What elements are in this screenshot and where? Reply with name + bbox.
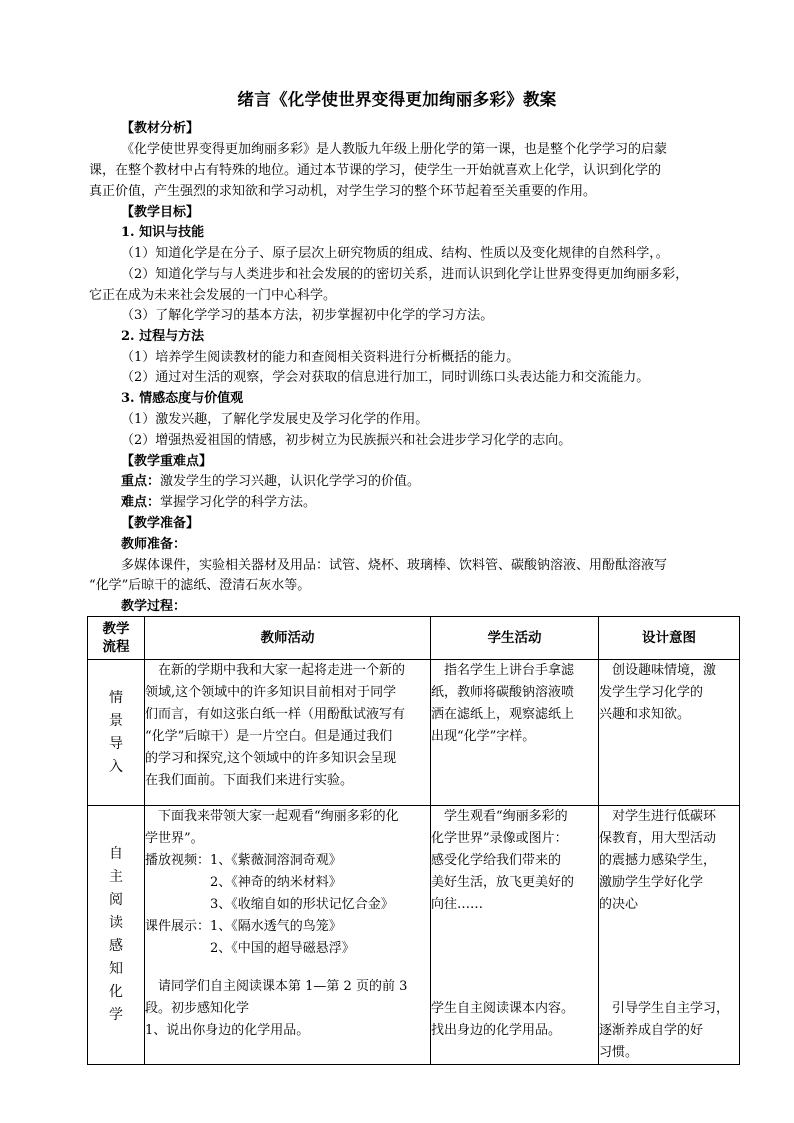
cell-line: 发学生学习化学的 (599, 685, 704, 700)
cell-line: 兴趣和求知欲。 (599, 707, 691, 722)
cell-line: 在我们面前。下面我们来进行实验。 (145, 773, 354, 788)
analysis-line: 课，在整个教材中占有特殊的地位。通过本节课的学习，使学生一开始就喜欢上化学，认识到化学的 (89, 163, 662, 178)
cell-line: 课件展示：1、《隔水透气的鸟笼》 (145, 919, 342, 934)
teacher-activity-cell (145, 660, 431, 806)
goal-attitude-title: 3. 情感态度与价值观 (121, 391, 244, 406)
cell-line: 的决心 (599, 897, 639, 912)
difficult-point-text: 掌握学习化学的科学方法。 (160, 495, 317, 510)
stage-char: 自 (109, 846, 123, 862)
stage-cell (88, 806, 145, 1065)
goal-item: （3）了解化学学习的基本方法，初步掌握初中化学的学习方法。 (121, 308, 494, 323)
goal-item: （2）通过对生活的观察，学会对获取的信息进行加工，同时训练口头表达能力和交流能力。 (121, 370, 650, 385)
cell-line: 感受化学给我们带来的 (431, 853, 562, 868)
goal-process-title: 2. 过程与方法 (121, 329, 205, 344)
cell-line: “化学”后晾干）是一片空白。但是通过我们 (145, 729, 393, 744)
teaching-process-label: 教学过程： (121, 599, 187, 614)
header-design-intent: 设计意图 (599, 617, 740, 660)
goal-item: （1）培养学生阅读教材的能力和查阅相关资料进行分析概括的能力。 (121, 350, 520, 365)
cell-line: 向往…… (431, 897, 484, 912)
cell-line: 段。初步感知化学 (145, 1001, 250, 1016)
table-header-row (88, 617, 740, 660)
page-title: 绪言《化学使世界变得更加绚丽多彩》教案 (237, 90, 557, 109)
cell-line: 2、《神奇的纳米材料》 (145, 875, 342, 890)
teaching-process-table (87, 616, 740, 1065)
stage-char: 阅 (109, 892, 123, 908)
key-point-label: 重点： (121, 474, 161, 489)
cell-line: 的学习和探究,这个领域中的许多知识会呈现 (145, 751, 397, 766)
difficult-point-label: 难点： (121, 495, 161, 510)
preparation-line: 多媒体课件，实验相关器材及用品：试管、烧杯、玻璃棒、饮料管、碳酸钠溶液、用酚酞溶液写 (121, 558, 668, 573)
header-teacher-activity: 教师活动 (145, 617, 431, 660)
student-activity-cell (431, 806, 599, 1065)
header-flow (88, 617, 145, 660)
key-point-line (121, 472, 420, 492)
cell-line: 学生观看“绚丽多彩的 (431, 809, 568, 824)
heading-textbook-analysis: 【教材分析】 (121, 121, 200, 136)
cell-line: 2、《中国的超导磁悬浮》 (145, 941, 355, 956)
goal-item: （2）知道化学与与人类进步和社会发展的的密切关系，进而认识到化学让世界变得更加绚丽多彩， (121, 267, 689, 282)
analysis-line: 《化学使世界变得更加绚丽多彩》是人教版九年级上册化学的第一课，也是整个化学学习的启蒙 (121, 142, 668, 157)
cell-line: 播放视频：1、《紫薇洞溶洞奇观》 (145, 853, 342, 868)
cell-line: 3、《收缩自如的形状记忆合金》 (145, 897, 394, 912)
preparation-line: “化学”后晾干的滤纸、澄清石灰水等。 (89, 578, 311, 593)
goal-item: （1）激发兴趣，了解化学发展史及学习化学的作用。 (121, 412, 429, 427)
table-row (88, 806, 740, 1065)
stage-char: 学 (109, 1007, 123, 1023)
cell-line: 请同学们自主阅读课本第 1—第 2 页的前 3 (145, 979, 408, 994)
key-point-text: 激发学生的学习兴趣，认识化学学习的价值。 (160, 474, 421, 489)
cell-line: 习惯。 (599, 1045, 639, 1060)
cell-line: 学生自主阅读课本内容。 (431, 1001, 575, 1016)
header-flow-line: 流程 (102, 639, 130, 655)
cell-line: 化学世界”录像或图片： (431, 831, 568, 846)
design-intent-cell (599, 660, 740, 806)
cell-line: 纸，教师将碳酸钠溶液喷 (431, 685, 575, 700)
cell-line: 洒在滤纸上，观察滤纸上 (431, 707, 575, 722)
cell-line: 创设趣味情境，激 (599, 663, 717, 678)
cell-line: 激励学生学好化学 (599, 875, 704, 890)
cell-line: 在新的学期中我和大家一起将走进一个新的 (145, 663, 406, 678)
design-intent-cell (599, 806, 740, 1065)
cell-line: 对学生进行低碳环 (599, 809, 717, 824)
goal-item: （2）增强热爱祖国的情感，初步树立为民族振兴和社会进步学习化学的志向。 (121, 433, 572, 448)
stage-char: 导 (109, 735, 123, 752)
cell-line: 逐渐养成自学的好 (599, 1023, 704, 1038)
student-activity-cell (431, 660, 599, 806)
cell-line: 引导学生自主学习， (599, 1001, 730, 1016)
cell-line: 找出身边的化学用品。 (431, 1023, 562, 1038)
stage-char: 景 (109, 712, 123, 729)
heading-teaching-goals: 【教学目标】 (121, 205, 200, 220)
heading-preparation: 【教学准备】 (121, 516, 200, 531)
cell-line: 保教育，用大型活动 (599, 831, 717, 846)
stage-char: 主 (109, 869, 123, 885)
header-student-activity: 学生活动 (431, 617, 599, 660)
stage-char: 感 (109, 938, 123, 954)
goal-item: （1）知道化学是在分子、原子层次上研究物质的组成、结构、性质以及变化规律的自然科学，。 (121, 246, 669, 261)
cell-line: 美好生活，放飞更美好的 (431, 875, 575, 890)
stage-char: 读 (109, 915, 123, 931)
cell-line: 1、说出你身边的化学用品。 (145, 1023, 310, 1038)
header-flow-line: 教学 (102, 621, 130, 637)
cell-line: 指名学生上讲台手拿滤 (431, 663, 575, 678)
goal-knowledge-title: 1. 知识与技能 (121, 225, 205, 240)
goal-item: 它正在成为未来社会发展的一门中心科学。 (89, 288, 337, 303)
cell-line: 下面我来带领大家一起观看“绚丽多彩的化 (145, 809, 399, 824)
cell-line: 们而言，有如这张白纸一样（用酚酞试液写有 (145, 707, 406, 722)
analysis-line: 真正价值，产生强烈的求知欲和学习动机，对学生学习的整个环节起着至关重要的作用。 (89, 184, 597, 199)
cell-line: 的震撼力感染学生， (599, 853, 717, 868)
heading-key-points: 【教学重难点】 (121, 454, 213, 469)
cell-line: 领域,这个领域中的许多知识目前相对于同学 (145, 685, 397, 700)
stage-char: 情 (109, 689, 123, 706)
teacher-preparation-label: 教师准备： (121, 537, 187, 552)
stage-cell (88, 660, 145, 806)
cell-line: 学世界”。 (145, 831, 204, 846)
stage-char: 知 (109, 961, 123, 977)
table-row (88, 660, 740, 806)
teacher-activity-cell (145, 806, 431, 1065)
cell-line: 出现“化学”字样。 (431, 729, 536, 744)
difficult-point-line (121, 493, 316, 513)
stage-char: 化 (109, 984, 123, 1000)
stage-char: 入 (109, 758, 123, 775)
